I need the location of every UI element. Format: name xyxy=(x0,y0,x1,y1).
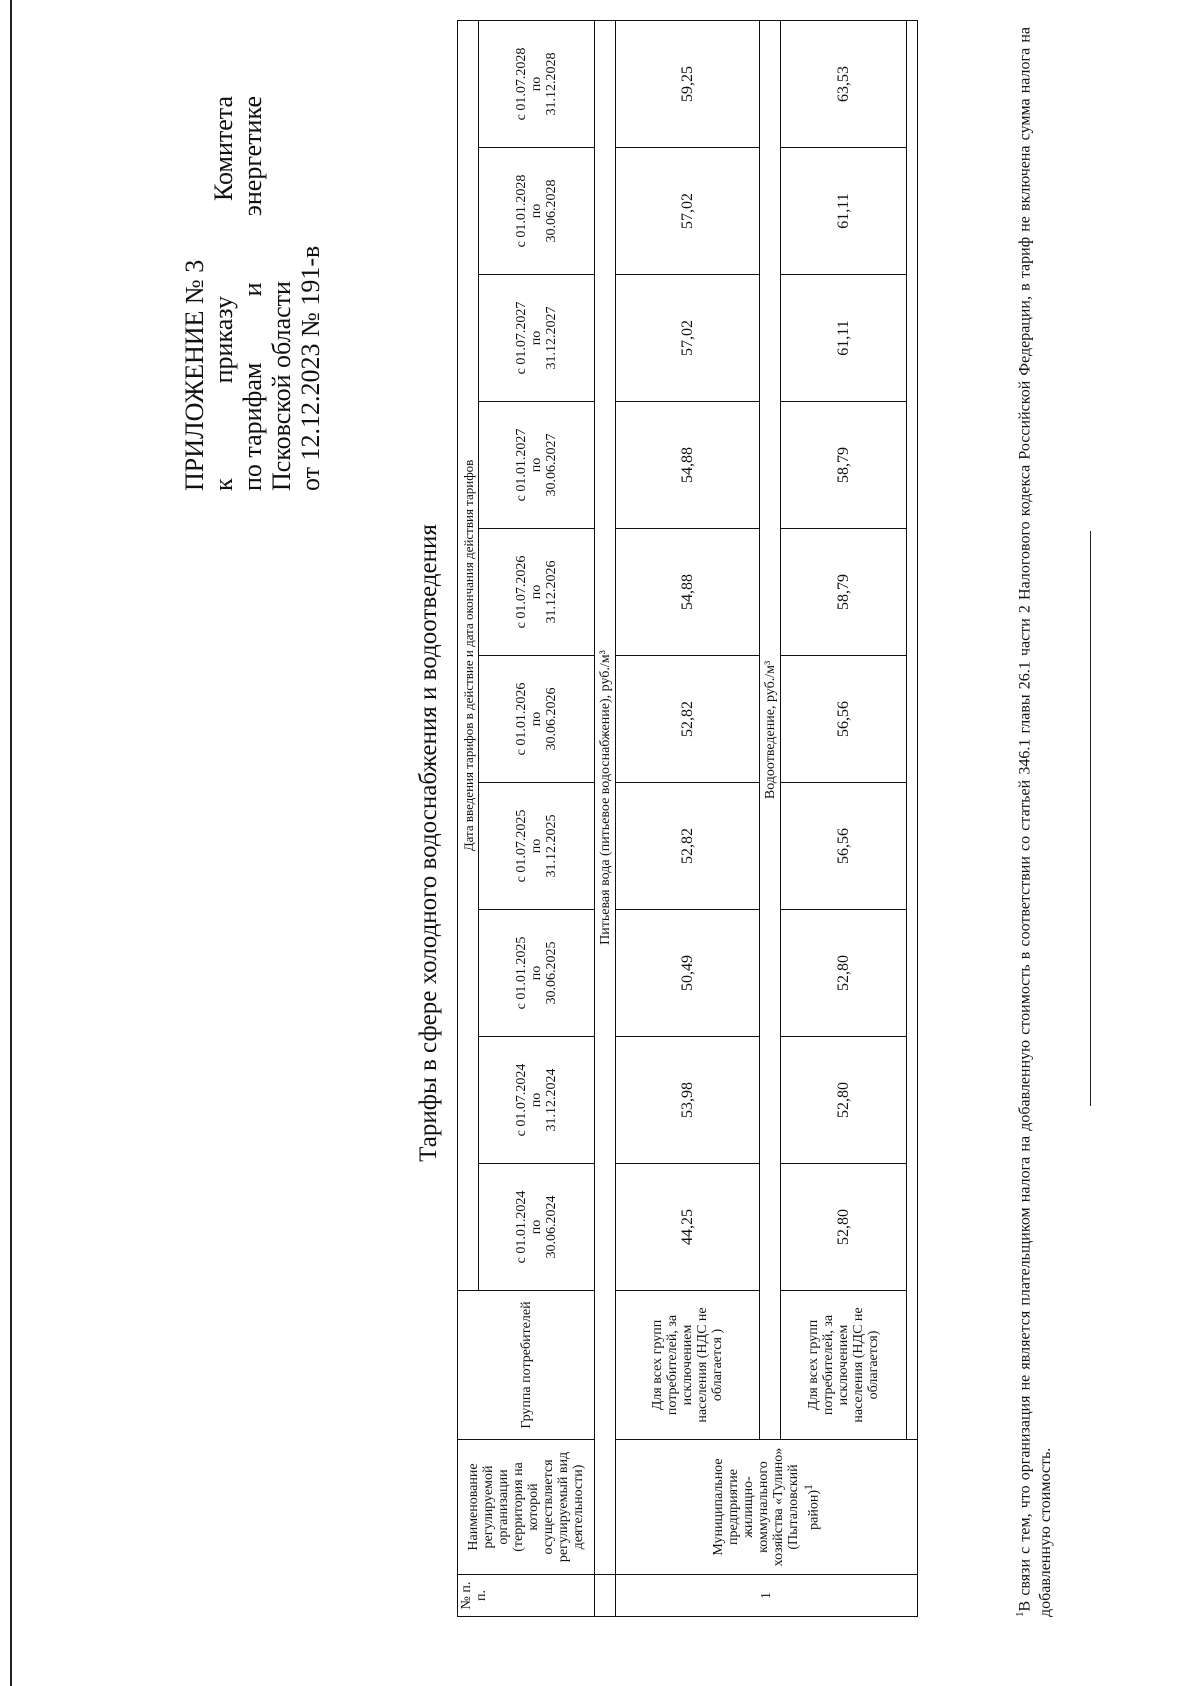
annex-line-5: от 12.12.2023 № 191-в xyxy=(296,245,325,491)
period-to: 30.06.2026 xyxy=(544,687,559,751)
period-header-1 xyxy=(479,1164,595,1291)
section-sewerage: Водоотведение, руб./м³ xyxy=(760,20,781,1439)
period-to: 30.06.2024 xyxy=(544,1195,559,1259)
period-by: по xyxy=(529,838,544,854)
section-drinking-water: Питьевая вода (питьевое водоснабжение), руб./м³ xyxy=(595,20,616,1574)
annex-word: приказу xyxy=(209,296,238,384)
horizontal-rule xyxy=(1090,531,1091,1106)
period-to: 30.06.2028 xyxy=(544,179,559,243)
period-header-5 xyxy=(479,656,595,783)
consumer-group-drinking: Для всех групп потребителей, за исключением населения (НДС не облагается ) xyxy=(616,1291,760,1440)
period-to: 31.12.2028 xyxy=(544,52,559,116)
tariff-value-cell: 56,56 xyxy=(781,783,907,910)
period-header-4 xyxy=(479,783,595,910)
annex-word: по тарифам xyxy=(238,362,267,491)
tariff-value-cell: 44,25 xyxy=(616,1164,760,1291)
period-to: 31.12.2025 xyxy=(544,814,559,878)
period-from: с 01.07.2027 xyxy=(514,301,529,375)
footnote-number: 1 xyxy=(1014,1611,1026,1617)
period-by: по xyxy=(529,1092,544,1108)
period-to: 30.06.2027 xyxy=(544,433,559,497)
tariff-value-cell: 53,98 xyxy=(616,1037,760,1164)
tariff-value-cell: 52,80 xyxy=(781,1037,907,1164)
consumer-group-sewerage: Для всех групп потребителей, за исключением населения (НДС не облагается) xyxy=(781,1291,907,1440)
tariff-value-cell: 50,49 xyxy=(616,910,760,1037)
annex-word: к xyxy=(209,478,238,491)
tariff-value-cell: 58,79 xyxy=(781,529,907,656)
header-number: № п. п. xyxy=(458,1575,595,1617)
period-header-9 xyxy=(479,148,595,275)
tariff-value-cell: 54,88 xyxy=(616,529,760,656)
header-row-1 xyxy=(458,20,479,1616)
period-to: 31.12.2027 xyxy=(544,306,559,370)
tariff-value-cell: 52,82 xyxy=(616,656,760,783)
annex-word: энергетике xyxy=(238,96,267,217)
tariff-value-cell: 52,82 xyxy=(616,783,760,910)
period-to: 31.12.2026 xyxy=(544,560,559,624)
annex-line-3 xyxy=(238,96,267,491)
period-header-2 xyxy=(479,1037,595,1164)
tariff-value-cell: 61,11 xyxy=(781,275,907,402)
annex-word: и xyxy=(238,282,267,297)
table-row-drinking xyxy=(616,20,760,1616)
period-by: по xyxy=(529,203,544,219)
annex-title: ПРИЛОЖЕНИЕ № 3 xyxy=(180,259,209,491)
period-header-3 xyxy=(479,910,595,1037)
period-from: с 01.01.2027 xyxy=(514,428,529,502)
annex-line-4: Псковской области xyxy=(267,281,296,491)
section-row-sewerage xyxy=(760,20,781,1616)
bottom-spacer-cell xyxy=(907,20,918,1439)
period-header-8 xyxy=(479,275,595,402)
section-row-drinking xyxy=(595,20,616,1616)
period-by: по xyxy=(529,965,544,981)
organization-name xyxy=(616,1440,918,1575)
tariff-value-cell: 56,56 xyxy=(781,656,907,783)
tariff-table xyxy=(457,20,918,1617)
period-to: 31.12.2024 xyxy=(544,1068,559,1132)
footnote-mark: 1 xyxy=(802,1484,816,1490)
period-from: с 01.07.2024 xyxy=(514,1063,529,1137)
period-header-10 xyxy=(479,20,595,147)
period-from: с 01.01.2025 xyxy=(514,936,529,1010)
tariff-value-cell: 54,88 xyxy=(616,402,760,529)
period-by: по xyxy=(529,330,544,346)
tariff-value-cell: 52,80 xyxy=(781,910,907,1037)
period-from: с 01.07.2025 xyxy=(514,809,529,883)
annex-word: Комитета xyxy=(209,96,238,202)
section-spacer-cell xyxy=(595,1575,616,1617)
period-from: с 01.01.2024 xyxy=(514,1190,529,1264)
footnote xyxy=(1010,27,1056,1617)
header-organization: Наименование регулируемой организации (территория на которой осуществляется регулируемый вид деятельности) xyxy=(458,1440,595,1575)
tariff-value-cell: 61,11 xyxy=(781,148,907,275)
period-from: с 01.07.2028 xyxy=(514,47,529,121)
bottom-spacer-row xyxy=(907,20,918,1616)
row-number: 1 xyxy=(616,1575,918,1617)
tariff-value-cell: 52,80 xyxy=(781,1164,907,1291)
period-header-7 xyxy=(479,402,595,529)
header-dates: Дата введения тарифов в действие и дата окончания действия тарифов xyxy=(458,20,479,1290)
tariff-value-cell: 63,53 xyxy=(781,20,907,147)
annex-header xyxy=(180,96,325,491)
tariff-value-cell: 58,79 xyxy=(781,402,907,529)
period-from: с 01.01.2026 xyxy=(514,682,529,756)
footnote-text: В связи с тем, что организация не является плательщиком налога на добавленную стоимость в соответствии со статьей 346.1 главы 26.1 части 2 Налогового кодекса Российской Федерации, в тариф не включена сумма налога на добавленную стоимость. xyxy=(1016,27,1055,1617)
tariff-value-cell: 59,25 xyxy=(616,20,760,147)
period-by: по xyxy=(529,76,544,92)
organization-name-text: Муниципальное предприятие жилищно-коммунального хозяйства «Тулино» (Пыталовский район) xyxy=(711,1447,822,1567)
period-from: с 01.01.2028 xyxy=(514,174,529,248)
period-by: по xyxy=(529,457,544,473)
period-by: по xyxy=(529,584,544,600)
tariff-value-cell: 57,02 xyxy=(616,148,760,275)
period-from: с 01.07.2026 xyxy=(514,555,529,629)
table-row-sewerage xyxy=(781,20,907,1616)
period-by: по xyxy=(529,1219,544,1235)
period-by: по xyxy=(529,711,544,727)
period-header-6 xyxy=(479,529,595,656)
period-to: 30.06.2025 xyxy=(544,941,559,1005)
document-title: Тарифы в сфере холодного водоснабжения и водоотведения xyxy=(415,524,442,1162)
tariff-value-cell: 57,02 xyxy=(616,275,760,402)
header-consumer-group: Группа потребителей xyxy=(458,1291,595,1440)
annex-line-2 xyxy=(209,96,238,491)
